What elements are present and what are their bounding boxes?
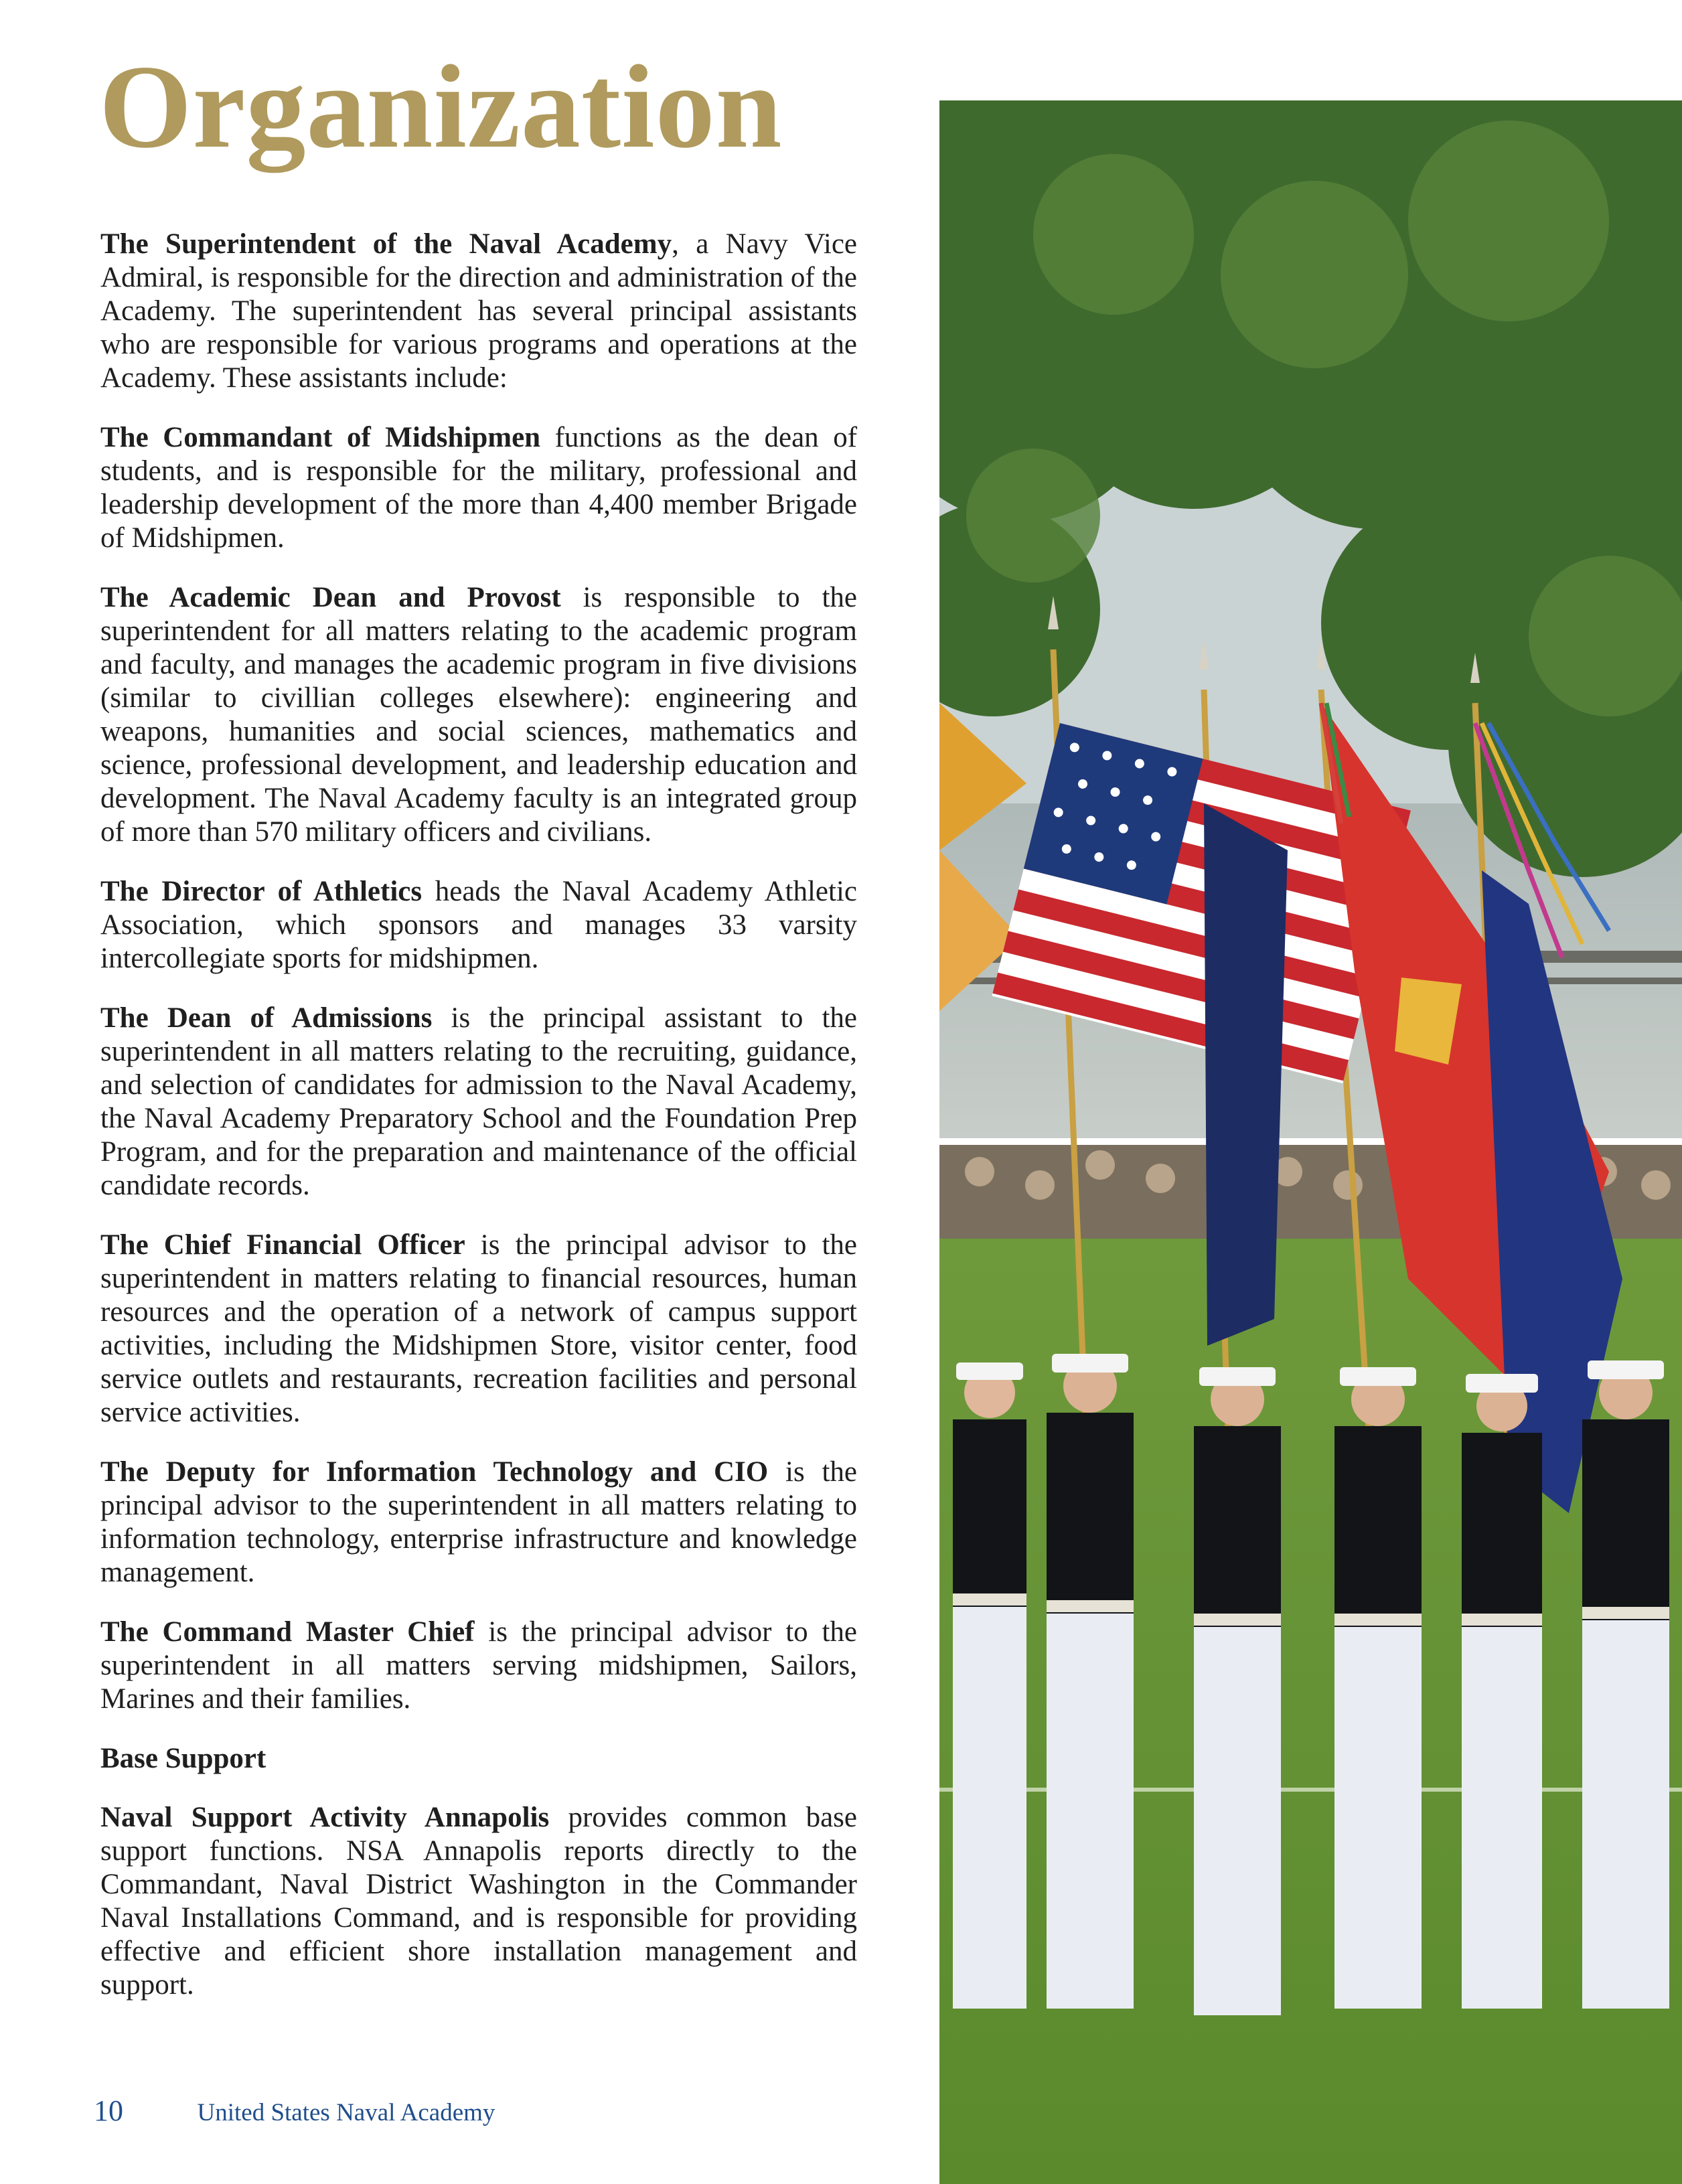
paragraph-cio — [100, 1456, 857, 1589]
paragraph-lead: The Director of Athletics — [100, 876, 423, 907]
paragraph-lead: The Academic Dean and Provost — [100, 582, 561, 613]
paragraph-body: is the principal advisor to the superintendent in matters relating to financial resources, human resources and the operation of a network of campus support activities, including the Midshipmen Store, visitor center, food service outlets and restaurants, recreation facilities and personal service activities. — [100, 1229, 857, 1428]
paragraph-academic-dean — [100, 581, 857, 849]
publication-name: United States Naval Academy — [197, 2099, 495, 2126]
paragraph-body: is responsible to the superintendent for all matters relating to the academic program and faculty, and manages the academic program in five divisions (similar to civillian colleges elsewhere): engineering and weapons, humanities and social sciences, mathematics and science, professional development, and leadership education and development. The Naval Academy faculty is an integrated group of more than 570 military officers and civilians. — [100, 582, 858, 848]
paragraph-body: functions as the dean of students, and is responsible for the military, professional and leadership development of the more than 4,400 member Brigade of Midshipmen. — [100, 422, 858, 554]
paragraph-body: is the principal advisor to the superintendent in all matters relating to information technology, enterprise infrastructure and knowledge management. — [100, 1456, 857, 1588]
section-heading-text: Base Support — [100, 1743, 266, 1774]
section-heading — [100, 1742, 857, 1776]
paragraph-body: , a Navy Vice Admiral, is responsible for the direction and administration of the Academy. The superintendent has several principal assistants who are responsible for various programs and operations at the Academy. These assistants include: — [100, 228, 857, 394]
paragraph-superintendent — [100, 228, 857, 395]
page-number: 10 — [94, 2094, 123, 2127]
paragraph-admissions — [100, 1002, 857, 1202]
paragraph-athletics — [100, 875, 857, 976]
paragraph-master-chief — [100, 1616, 857, 1716]
paragraph-body: provides common base support functions. NSA Annapolis reports directly to the Commandant, Naval District Washington in the Commander Naval Installations Command, and is responsible for providing effective and efficient shore installation management and support. — [100, 1802, 857, 2001]
page-title: Organization — [99, 40, 783, 173]
paragraph-lead: The Command Master Chief — [100, 1616, 475, 1648]
page-footer — [94, 2094, 495, 2130]
paragraph-commandant — [100, 421, 857, 555]
paragraph-lead: The Deputy for Information Technology and CIO — [100, 1456, 769, 1488]
paragraph-body: is the principal assistant to the superintendent in all matters relating to the recruiting, guidance, and selection of candidates for admission to the Naval Academy, the Naval Academy Preparatory School and the Foundation Prep Program, and for the preparation and maintenance of the official candidate records. — [100, 1002, 857, 1201]
paragraph-lead: The Commandant of Midshipmen — [100, 422, 541, 453]
paragraph-body: heads the Naval Academy Athletic Association, which sponsors and manages 33 varsity intercollegiate sports for midshipmen. — [100, 876, 858, 974]
color-guard-photo — [939, 100, 1682, 2184]
paragraph-cfo — [100, 1229, 857, 1429]
paragraph-lead: The Chief Financial Officer — [100, 1229, 465, 1261]
paragraph-lead: The Superintendent of the Naval Academy — [100, 228, 672, 260]
body-text — [100, 228, 857, 2028]
paragraph-nsa-annapolis — [100, 1801, 857, 2002]
paragraph-lead: The Dean of Admissions — [100, 1002, 433, 1034]
paragraph-body: is the principal advisor to the superintendent in all matters serving midshipmen, Sailors, Marines and their families. — [100, 1616, 857, 1715]
paragraph-lead: Naval Support Activity Annapolis — [100, 1802, 550, 1833]
